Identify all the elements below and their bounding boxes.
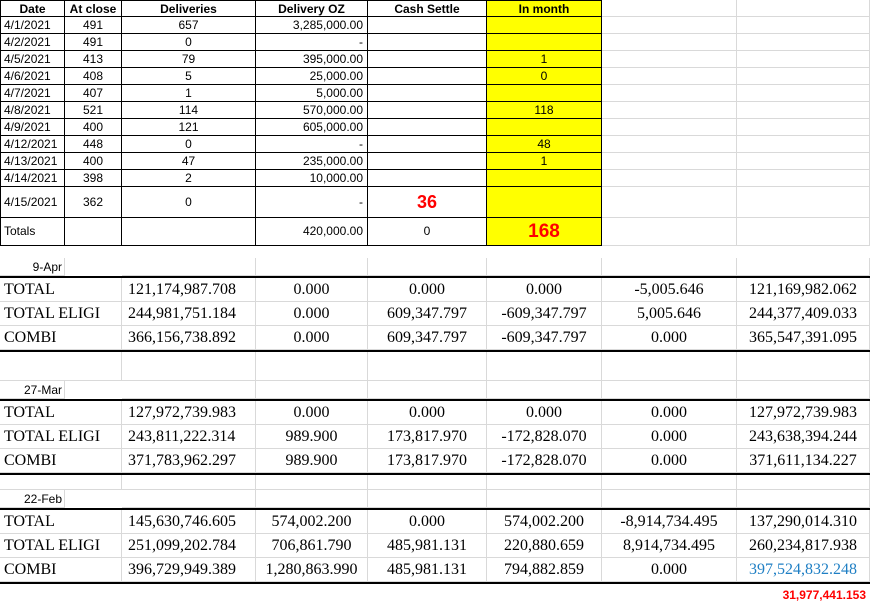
table-cell[interactable]: 407	[65, 85, 122, 102]
table-cell[interactable]: 400	[65, 153, 122, 170]
table-cell[interactable]: 114	[122, 102, 256, 119]
value-cell[interactable]: -5,005.646	[602, 278, 737, 302]
grid-cell[interactable]	[602, 85, 737, 102]
value-cell[interactable]: 8,914,734.495	[602, 534, 737, 558]
table-cell[interactable]: 398	[65, 170, 122, 187]
table-cell[interactable]	[368, 68, 487, 85]
grid-cell[interactable]	[368, 475, 487, 490]
table-cell[interactable]: 413	[65, 51, 122, 68]
grid-cell[interactable]	[0, 352, 122, 381]
value-cell[interactable]: -8,914,734.495	[602, 510, 737, 534]
table-cell[interactable]: 1	[122, 85, 256, 102]
table-cell[interactable]	[368, 136, 487, 153]
table-cell[interactable]: 235,000.00	[256, 153, 368, 170]
value-cell[interactable]: 609,347.797	[368, 302, 487, 326]
table-cell[interactable]: 0	[487, 68, 602, 85]
grid-cell[interactable]	[602, 475, 737, 490]
table-cell[interactable]	[368, 153, 487, 170]
table-cell[interactable]: 2	[122, 170, 256, 187]
value-cell[interactable]: 0.000	[256, 401, 368, 425]
value-cell[interactable]: 794,882.859	[487, 558, 602, 582]
column-header[interactable]: Delivery OZ	[256, 0, 368, 17]
value-cell[interactable]: 396,729,949.389	[122, 558, 256, 582]
grid-cell[interactable]	[737, 218, 870, 246]
totals-cell[interactable]: 168	[487, 218, 602, 246]
grid-cell[interactable]	[737, 187, 870, 218]
table-cell[interactable]	[487, 187, 602, 218]
value-cell[interactable]: 5,005.646	[602, 302, 737, 326]
table-cell[interactable]: 657	[122, 17, 256, 34]
grid-cell[interactable]	[602, 17, 737, 34]
grid-cell[interactable]	[487, 475, 602, 490]
table-cell[interactable]: 605,000.00	[256, 119, 368, 136]
value-cell[interactable]: 365,547,391.095	[737, 326, 870, 350]
grid-cell[interactable]	[487, 352, 602, 381]
table-cell[interactable]: 3,285,000.00	[256, 17, 368, 34]
column-header[interactable]: Deliveries	[122, 0, 256, 17]
value-cell[interactable]: 243,811,222.314	[122, 425, 256, 449]
grid-cell[interactable]	[602, 51, 737, 68]
grid-cell[interactable]	[602, 102, 737, 119]
table-cell[interactable]	[368, 34, 487, 51]
table-cell[interactable]: 10,000.00	[256, 170, 368, 187]
table-cell[interactable]: 1	[487, 153, 602, 170]
table-cell[interactable]: 400	[65, 119, 122, 136]
table-cell[interactable]: -	[256, 187, 368, 218]
table-cell[interactable]: 491	[65, 34, 122, 51]
table-cell[interactable]: 4/13/2021	[0, 153, 65, 170]
table-cell[interactable]: 4/14/2021	[0, 170, 65, 187]
value-cell[interactable]: 485,981.131	[368, 558, 487, 582]
grid-cell[interactable]	[368, 490, 487, 508]
table-cell[interactable]: 47	[122, 153, 256, 170]
grid-cell[interactable]	[487, 490, 602, 508]
table-cell[interactable]: 395,000.00	[256, 51, 368, 68]
table-cell[interactable]: 4/8/2021	[0, 102, 65, 119]
totals-label[interactable]: Totals	[0, 218, 65, 246]
value-cell[interactable]: 0.000	[368, 278, 487, 302]
value-cell[interactable]: 0.000	[256, 326, 368, 350]
grid-cell[interactable]	[602, 136, 737, 153]
grid-cell[interactable]	[737, 381, 870, 399]
row-label[interactable]: TOTAL ELIGI	[0, 425, 122, 449]
value-cell[interactable]: 609,347.797	[368, 326, 487, 350]
table-cell[interactable]: 25,000.00	[256, 68, 368, 85]
table-cell[interactable]: 448	[65, 136, 122, 153]
value-cell[interactable]: 371,783,962.297	[122, 449, 256, 473]
value-cell[interactable]: -609,347.797	[487, 326, 602, 350]
row-label[interactable]: TOTAL	[0, 278, 122, 302]
grid-cell[interactable]	[737, 17, 870, 34]
grid-cell[interactable]	[256, 381, 368, 399]
table-cell[interactable]: -	[256, 136, 368, 153]
grid-cell[interactable]	[737, 153, 870, 170]
grid-cell[interactable]	[122, 475, 256, 490]
value-cell[interactable]: 0.000	[487, 401, 602, 425]
grid-cell[interactable]	[368, 258, 487, 276]
table-cell[interactable]: 4/6/2021	[0, 68, 65, 85]
value-cell[interactable]: 0.000	[487, 278, 602, 302]
value-cell[interactable]: 243,638,394.244	[737, 425, 870, 449]
table-cell[interactable]: 4/12/2021	[0, 136, 65, 153]
grid-cell[interactable]	[368, 381, 487, 399]
value-cell[interactable]: -172,828.070	[487, 449, 602, 473]
table-cell[interactable]	[487, 34, 602, 51]
column-header[interactable]: Date	[0, 0, 65, 17]
table-cell[interactable]: -	[256, 34, 368, 51]
table-cell[interactable]	[368, 102, 487, 119]
grid-cell[interactable]	[602, 490, 737, 508]
row-label[interactable]: COMBI	[0, 449, 122, 473]
grid-cell[interactable]	[0, 475, 122, 490]
table-cell[interactable]: 118	[487, 102, 602, 119]
grid-cell[interactable]	[737, 51, 870, 68]
table-cell[interactable]	[487, 85, 602, 102]
value-cell[interactable]: 989.900	[256, 425, 368, 449]
grid-cell[interactable]	[256, 258, 368, 276]
value-cell[interactable]: 0.000	[602, 401, 737, 425]
value-cell[interactable]: 574,002.200	[487, 510, 602, 534]
grid-cell[interactable]	[122, 258, 256, 276]
table-cell[interactable]	[368, 51, 487, 68]
grid-cell[interactable]	[602, 119, 737, 136]
value-cell[interactable]: -609,347.797	[487, 302, 602, 326]
value-cell[interactable]: 173,817.970	[368, 425, 487, 449]
value-cell[interactable]: 1,280,863.990	[256, 558, 368, 582]
table-cell[interactable]: 36	[368, 187, 487, 218]
column-header[interactable]: In month	[487, 0, 602, 17]
block-date[interactable]: 9-Apr	[0, 258, 65, 276]
value-cell[interactable]: 485,981.131	[368, 534, 487, 558]
value-cell[interactable]: 574,002.200	[256, 510, 368, 534]
grid-cell[interactable]	[122, 381, 256, 399]
grid-cell[interactable]	[256, 490, 368, 508]
grid-cell[interactable]	[602, 352, 737, 381]
table-cell[interactable]: 0	[122, 34, 256, 51]
table-cell[interactable]	[368, 119, 487, 136]
value-cell[interactable]: 0.000	[602, 449, 737, 473]
grid-cell[interactable]	[122, 352, 256, 381]
grid-cell[interactable]	[737, 136, 870, 153]
totals-cell[interactable]: 420,000.00	[256, 218, 368, 246]
value-cell[interactable]: 220,880.659	[487, 534, 602, 558]
table-cell[interactable]: 491	[65, 17, 122, 34]
value-cell[interactable]: 244,981,751.184	[122, 302, 256, 326]
row-label[interactable]: TOTAL ELIGI	[0, 302, 122, 326]
grid-cell[interactable]	[602, 68, 737, 85]
column-header[interactable]: At close	[65, 0, 122, 17]
row-label[interactable]: COMBI	[0, 558, 122, 582]
grid-cell[interactable]	[487, 258, 602, 276]
footer-total[interactable]: 31,977,441.153	[782, 588, 866, 602]
grid-cell[interactable]	[737, 119, 870, 136]
table-cell[interactable]: 1	[487, 51, 602, 68]
table-cell[interactable]: 4/1/2021	[0, 17, 65, 34]
grid-cell[interactable]	[602, 187, 737, 218]
value-cell[interactable]: 121,174,987.708	[122, 278, 256, 302]
value-cell[interactable]: 0.000	[602, 425, 737, 449]
table-cell[interactable]	[368, 85, 487, 102]
value-cell[interactable]: 127,972,739.983	[122, 401, 256, 425]
value-cell[interactable]: 121,169,982.062	[737, 278, 870, 302]
table-cell[interactable]: 362	[65, 187, 122, 218]
grid-cell[interactable]	[737, 475, 870, 490]
grid-cell[interactable]	[602, 218, 737, 246]
value-cell[interactable]: 371,611,134.227	[737, 449, 870, 473]
table-cell[interactable]: 5	[122, 68, 256, 85]
value-cell[interactable]: 251,099,202.784	[122, 534, 256, 558]
table-cell[interactable]: 570,000.00	[256, 102, 368, 119]
table-cell[interactable]	[487, 119, 602, 136]
value-cell[interactable]: 173,817.970	[368, 449, 487, 473]
grid-cell[interactable]	[737, 258, 870, 276]
grid-cell[interactable]	[602, 258, 737, 276]
value-cell[interactable]: 0.000	[256, 278, 368, 302]
value-cell[interactable]: 0.000	[368, 510, 487, 534]
table-cell[interactable]: 4/15/2021	[0, 187, 65, 218]
table-cell[interactable]: 521	[65, 102, 122, 119]
table-cell[interactable]	[368, 17, 487, 34]
grid-cell[interactable]	[737, 352, 870, 381]
table-cell[interactable]: 408	[65, 68, 122, 85]
value-cell[interactable]: 127,972,739.983	[737, 401, 870, 425]
row-label[interactable]: COMBI	[0, 326, 122, 350]
value-cell[interactable]: 260,234,817.938	[737, 534, 870, 558]
table-cell[interactable]: 5,000.00	[256, 85, 368, 102]
row-label[interactable]: TOTAL ELIGI	[0, 534, 122, 558]
row-label[interactable]: TOTAL	[0, 510, 122, 534]
value-cell[interactable]: 244,377,409.033	[737, 302, 870, 326]
grid-cell[interactable]	[737, 0, 870, 17]
grid-cell[interactable]	[368, 352, 487, 381]
value-cell[interactable]: 0.000	[602, 326, 737, 350]
grid-cell[interactable]	[256, 352, 368, 381]
grid-cell[interactable]	[602, 34, 737, 51]
table-cell[interactable]	[368, 170, 487, 187]
value-cell[interactable]: 706,861.790	[256, 534, 368, 558]
table-cell[interactable]	[487, 17, 602, 34]
row-label[interactable]: TOTAL	[0, 401, 122, 425]
block-date[interactable]: 27-Mar	[0, 381, 65, 399]
value-cell[interactable]: 397,524,832.248	[737, 558, 870, 582]
table-cell[interactable]: 0	[122, 136, 256, 153]
table-cell[interactable]: 4/7/2021	[0, 85, 65, 102]
grid-cell[interactable]	[122, 490, 256, 508]
totals-cell[interactable]	[65, 218, 122, 246]
grid-cell[interactable]	[602, 381, 737, 399]
value-cell[interactable]: -172,828.070	[487, 425, 602, 449]
grid-cell[interactable]	[737, 85, 870, 102]
grid-cell[interactable]	[602, 0, 737, 17]
totals-cell[interactable]	[122, 218, 256, 246]
table-cell[interactable]: 4/2/2021	[0, 34, 65, 51]
table-cell[interactable]: 4/5/2021	[0, 51, 65, 68]
grid-cell[interactable]	[737, 490, 870, 508]
value-cell[interactable]: 137,290,014.310	[737, 510, 870, 534]
block-date[interactable]: 22-Feb	[0, 490, 65, 508]
table-cell[interactable]: 4/9/2021	[0, 119, 65, 136]
value-cell[interactable]: 0.000	[368, 401, 487, 425]
table-cell[interactable]: 79	[122, 51, 256, 68]
grid-cell[interactable]	[602, 170, 737, 187]
value-cell[interactable]: 366,156,738.892	[122, 326, 256, 350]
table-cell[interactable]: 0	[122, 187, 256, 218]
column-header[interactable]: Cash Settle	[368, 0, 487, 17]
value-cell[interactable]: 145,630,746.605	[122, 510, 256, 534]
grid-cell[interactable]	[256, 475, 368, 490]
grid-cell[interactable]	[737, 170, 870, 187]
totals-cell[interactable]: 0	[368, 218, 487, 246]
value-cell[interactable]: 989.900	[256, 449, 368, 473]
table-cell[interactable]	[487, 170, 602, 187]
table-cell[interactable]: 48	[487, 136, 602, 153]
table-cell[interactable]: 121	[122, 119, 256, 136]
grid-cell[interactable]	[487, 381, 602, 399]
grid-cell[interactable]	[737, 68, 870, 85]
value-cell[interactable]: 0.000	[256, 302, 368, 326]
grid-cell[interactable]	[737, 34, 870, 51]
value-cell[interactable]: 0.000	[602, 558, 737, 582]
grid-cell[interactable]	[602, 153, 737, 170]
grid-cell[interactable]	[737, 102, 870, 119]
